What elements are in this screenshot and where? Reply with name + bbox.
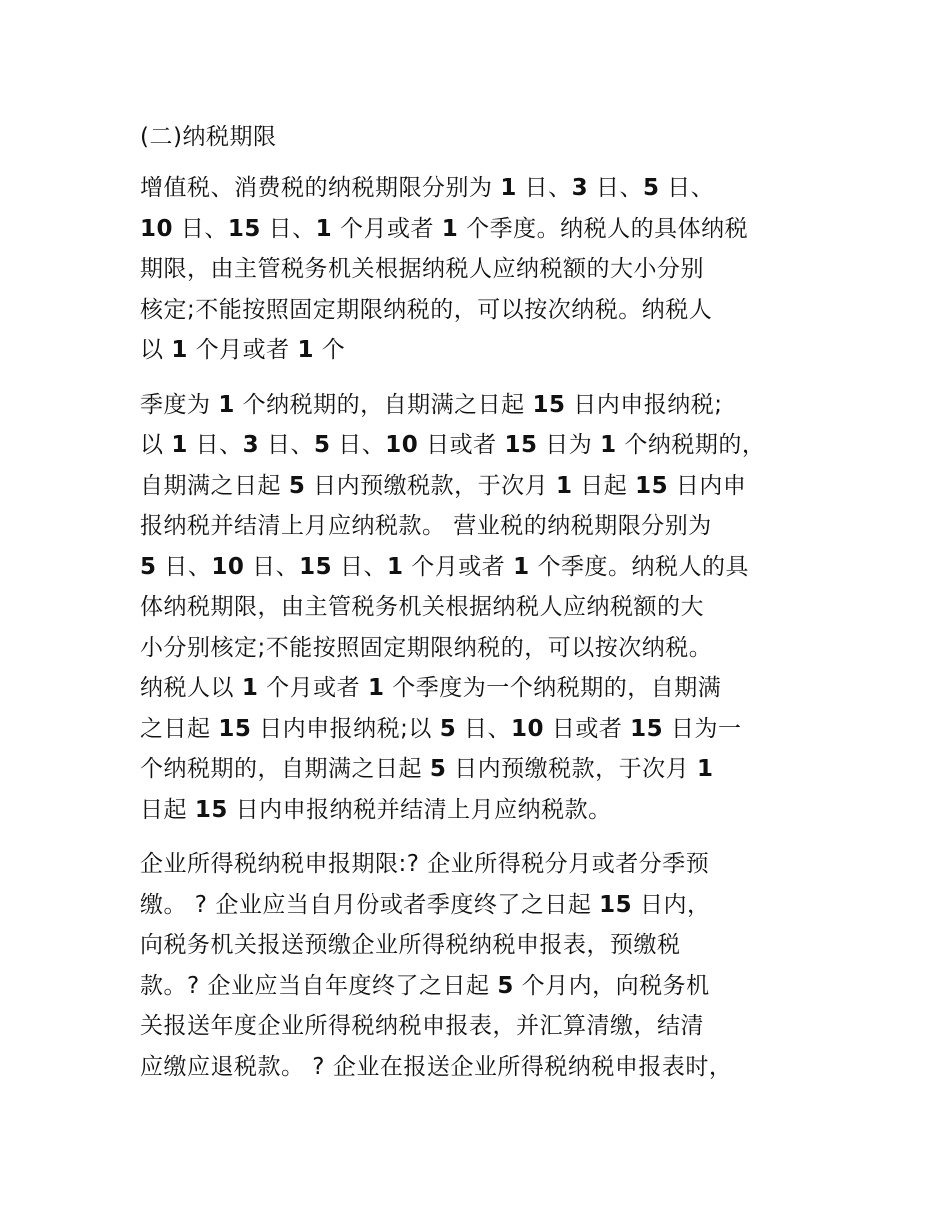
number-text: 1 (600, 432, 617, 458)
number-text: 1 (315, 215, 333, 242)
text-line: 关报送年度企业所得税纳税申报表，并汇算清缴，结清 (140, 1013, 704, 1039)
number-text: 15 (532, 391, 566, 418)
number-text: 15 (218, 715, 252, 742)
section-heading: (二)纳税期限 (140, 124, 277, 150)
text-line: 核定;不能按照固定期限纳税的，可以按次纳税。纳税人 (140, 296, 713, 323)
number-text: 15 (599, 891, 633, 918)
number-text: 3 (571, 175, 589, 201)
paragraph-vat-consumption-tax (140, 168, 820, 371)
number-text: 1 (513, 553, 530, 580)
number-text: 5 (497, 972, 514, 999)
text-line: 自期满之日起 5 日内预缴税款，于次月 1 日起 15 日内申 (140, 472, 747, 499)
number-text: 5 (439, 715, 457, 742)
number-text: 15 (630, 715, 664, 742)
number-text: 5 (313, 432, 331, 458)
number-text: 5 (140, 553, 157, 580)
number-text: 1 (297, 337, 314, 363)
number-text: 10 (211, 553, 245, 580)
number-text: 15 (194, 796, 228, 823)
number-text: 1 (241, 675, 259, 701)
text-line: 期限，由主管税务机关根据纳税人应纳税额的大小分别 (140, 256, 704, 282)
text-line: 款。? 企业应当自年度终了之日起 5 个月内，向税务机 (140, 972, 710, 999)
paragraph-enterprise-income-tax (140, 844, 820, 1087)
document-page (140, 118, 820, 1101)
text-line: 5 日、10 日、15 日、1 个月或者 1 个季度。纳税人的具 (140, 553, 749, 580)
number-text: 1 (171, 337, 188, 363)
number-text: 15 (635, 472, 669, 499)
number-text: 3 (242, 432, 260, 458)
text-line: 增值税、消费税的纳税期限分别为 1 日、3 日、5 日、 (140, 175, 715, 201)
text-line: 个纳税期的，自期满之日起 5 日内预缴税款，于次月 1 (140, 756, 714, 782)
text-line: 体纳税期限，由主管税务机关根据纳税人应纳税额的大 (140, 594, 704, 620)
text-line: 10 日、15 日、1 个月或者 1 个季度。纳税人的具体纳税 (140, 215, 749, 242)
text-line: 以 1 日、3 日、5 日、10 日或者 15 日为 1 个纳税期的， (140, 432, 766, 458)
number-text: 1 (386, 553, 404, 580)
text-line: 报纳税并结清上月应纳税款。 营业税的纳税期限分别为 (140, 513, 712, 539)
text-line: 向税务机关报送预缴企业所得税纳税申报表，预缴税 (140, 932, 681, 958)
number-text: 1 (500, 175, 517, 201)
number-text: 15 (227, 215, 261, 242)
text-line: 企业所得税纳税申报期限:? 企业所得税分月或者分季预 (140, 851, 710, 877)
text-line: 缴。 ? 企业应当自月份或者季度终了之日起 15 日内， (140, 891, 711, 918)
text-line: 季度为 1 个纳税期的，自期满之日起 15 日内申报纳税; (140, 391, 723, 418)
number-text: 10 (511, 715, 545, 742)
text-line: 之日起 15 日内申报纳税;以 5 日、10 日或者 15 日为一 (140, 715, 742, 742)
paragraph-business-tax (140, 385, 820, 831)
text-line: 纳税人以 1 个月或者 1 个季度为一个纳税期的，自期满 (140, 675, 722, 701)
text-line: 小分别核定;不能按照固定期限纳税的，可以按次纳税。 (140, 634, 713, 661)
number-text: 5 (642, 175, 660, 201)
number-text: 1 (696, 756, 714, 782)
number-text: 1 (171, 432, 188, 458)
number-text: 10 (140, 215, 174, 242)
number-text: 15 (299, 553, 333, 580)
number-text: 1 (441, 215, 459, 242)
number-text: 5 (429, 756, 447, 782)
number-text: 10 (385, 432, 419, 458)
text-line: 日起 15 日内申报纳税并结清上月应纳税款。 (140, 796, 612, 823)
number-text: 1 (367, 675, 385, 701)
number-text: 1 (555, 472, 573, 499)
number-text: 15 (504, 432, 538, 458)
number-text: 1 (218, 391, 235, 418)
number-text: 5 (288, 472, 306, 499)
text-line: 以 1 个月或者 1 个 (140, 337, 346, 363)
text-line: 应缴应退税款。 ? 企业在报送企业所得税纳税申报表时， (140, 1053, 733, 1080)
